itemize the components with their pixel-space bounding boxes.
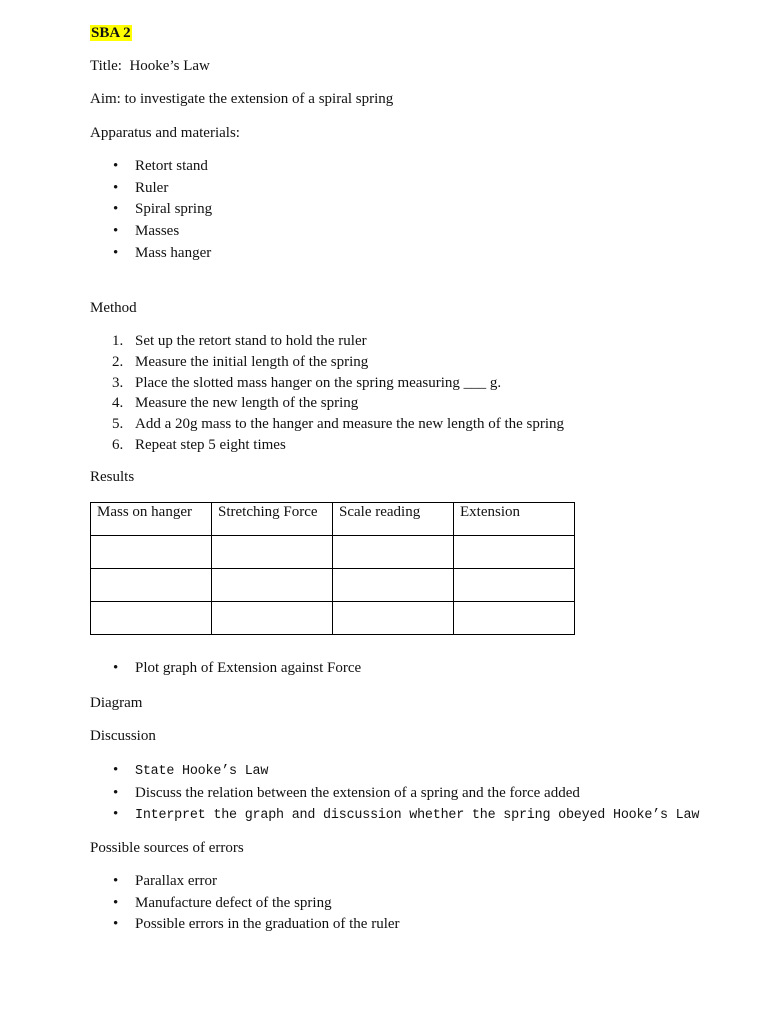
- bullet-icon: •: [113, 873, 119, 889]
- bullet-icon: •: [113, 784, 119, 801]
- bullet-icon: •: [113, 894, 119, 911]
- list-item: 4. Measure the new length of the spring: [112, 395, 359, 412]
- column-header: Extension: [454, 503, 575, 536]
- table-cell: [454, 569, 575, 602]
- column-header: Mass on hanger: [91, 503, 212, 536]
- method-heading: Method: [90, 300, 137, 316]
- list-item: • Plot graph of Extension against Force: [90, 658, 361, 680]
- list-item: • Possible errors in the graduation of the ruler: [90, 914, 400, 936]
- table-cell: [333, 536, 454, 569]
- list-item: 2. Measure the initial length of the spring: [112, 353, 369, 370]
- title-line: [90, 57, 210, 75]
- aim-text: Aim: to investigate the extension of a spiral spring: [90, 91, 394, 107]
- list-item: • Ruler: [90, 178, 212, 200]
- results-heading: Results: [90, 469, 135, 485]
- bullet-icon: •: [113, 201, 119, 218]
- list-item: 6. Repeat step 5 eight times: [112, 436, 286, 453]
- errors-list: [90, 871, 400, 936]
- errors-heading: Possible sources of errors: [90, 840, 244, 856]
- bullet-icon: •: [113, 806, 119, 823]
- table-cell: [91, 602, 212, 635]
- bullet-icon: •: [113, 179, 119, 196]
- table-row: [91, 602, 575, 635]
- list-item: • Interpret the graph and discussion whether the spring obeyed Hooke’s Law: [90, 804, 699, 827]
- column-header: Stretching Force: [212, 503, 333, 536]
- table-cell: [212, 569, 333, 602]
- bullet-icon: •: [113, 158, 119, 174]
- apparatus-list: [90, 156, 212, 265]
- table-cell: [333, 602, 454, 635]
- list-item: • State Hooke’s Law: [90, 760, 699, 783]
- table-cell: [454, 536, 575, 569]
- bullet-icon: •: [113, 916, 119, 933]
- method-list: [90, 331, 564, 456]
- graph-list: [90, 658, 361, 680]
- table-cell: [91, 536, 212, 569]
- list-item: • Manufacture defect of the spring: [90, 893, 400, 915]
- doc-tag: SBA 2: [91, 25, 131, 41]
- table-cell: [212, 536, 333, 569]
- list-item: 5. Add a 20g mass to the hanger and measure the new length of the spring: [112, 416, 565, 433]
- bullet-icon: •: [113, 244, 119, 261]
- column-header: Scale reading: [333, 503, 454, 536]
- bullet-icon: •: [113, 660, 119, 676]
- table-cell: [333, 569, 454, 602]
- table-cell: [454, 602, 575, 635]
- bullet-icon: •: [113, 762, 119, 778]
- bullet-icon: •: [113, 223, 119, 240]
- table-row: [91, 569, 575, 602]
- list-item: 1. Set up the retort stand to hold the ruler: [112, 333, 367, 349]
- table-row: [91, 536, 575, 569]
- title-label: Title:: [90, 58, 122, 74]
- list-item: 3. Place the slotted mass hanger on the spring measuring ___ g.: [112, 374, 502, 391]
- list-item: • Discuss the relation between the extension of a spring and the force added: [90, 783, 699, 805]
- list-item: • Spiral spring: [90, 199, 212, 221]
- list-item: • Masses: [90, 221, 212, 243]
- doc-tag-line: [90, 24, 132, 42]
- discussion-list: [90, 760, 699, 827]
- diagram-heading: Diagram: [90, 695, 143, 711]
- table-cell: [91, 569, 212, 602]
- list-item: • Parallax error: [90, 871, 400, 893]
- discussion-heading: Discussion: [90, 728, 156, 744]
- list-item: • Retort stand: [90, 156, 212, 178]
- apparatus-heading: Apparatus and materials:: [90, 125, 240, 141]
- table-cell: [212, 602, 333, 635]
- list-item: • Mass hanger: [90, 243, 212, 265]
- results-table: [90, 502, 575, 635]
- table-header-row: [91, 503, 575, 536]
- title-value: Hooke’s Law: [129, 58, 210, 74]
